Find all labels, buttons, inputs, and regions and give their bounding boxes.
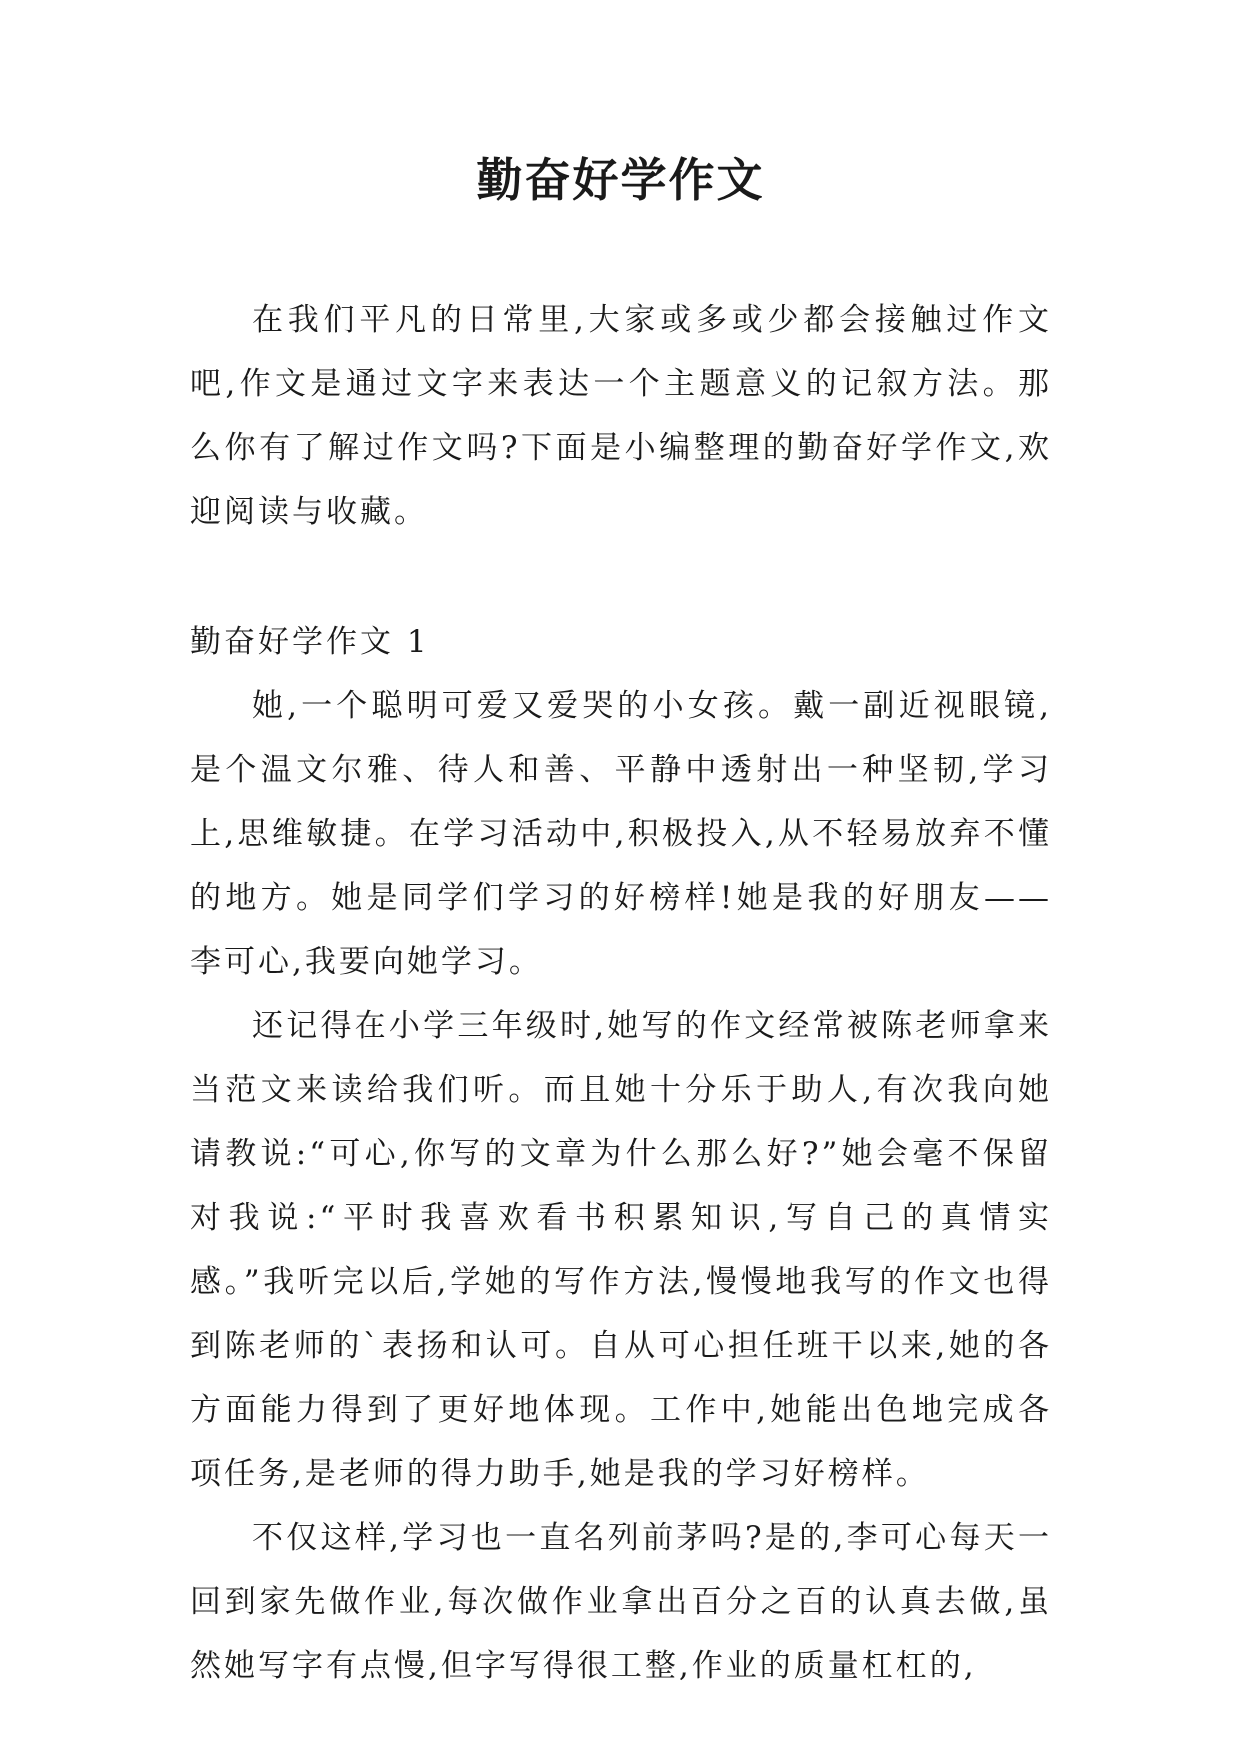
body-paragraph-3: 不仅这样,学习也一直名列前茅吗?是的,李可心每天一回到家先做作业,每次做作业拿出百分之百的认真去做,虽然她写字有点慢,但字写得很工整,作业的质量杠杠的, bbox=[190, 1520, 1052, 1684]
intro-paragraph: 在我们平凡的日常里,大家或多或少都会接触过作文吧,作文是通过文字来表达一个主题意义的记叙方法。那么你有了解过作文吗?下面是小编整理的勤奋好学作文,欢迎阅读与收藏。 bbox=[190, 302, 1052, 530]
body-paragraph-2: 还记得在小学三年级时,她写的作文经常被陈老师拿来当范文来读给我们听。而且她十分乐于助人,有次我向她请教说:“可心,你写的文章为什么那么好?”她会毫不保留对我说:“平时我喜欢看书积累知识,写自己的真情实感。”我听完以后,学她的写作方法,慢慢地我写的作文也得到陈老师的`表扬和认可。自从可心担任班干以来,她的各方面能力得到了更好地体现。工作中,她能出色地完成各项任务,是老师的得力助手,她是我的学习好榜样。 bbox=[190, 1008, 1052, 1492]
document-title: 勤奋好学作文 bbox=[476, 153, 765, 207]
document-body bbox=[190, 288, 1052, 1698]
section-heading: 勤奋好学作文 1 bbox=[190, 624, 430, 660]
body-paragraph-1: 她,一个聪明可爱又爱哭的小女孩。戴一副近视眼镜,是个温文尔雅、待人和善、平静中透射出一种坚韧,学习上,思维敏捷。在学习活动中,积极投入,从不轻易放弃不懂的地方。她是同学们学习的好榜样!她是我的好朋友——李可心,我要向她学习。 bbox=[190, 688, 1052, 980]
